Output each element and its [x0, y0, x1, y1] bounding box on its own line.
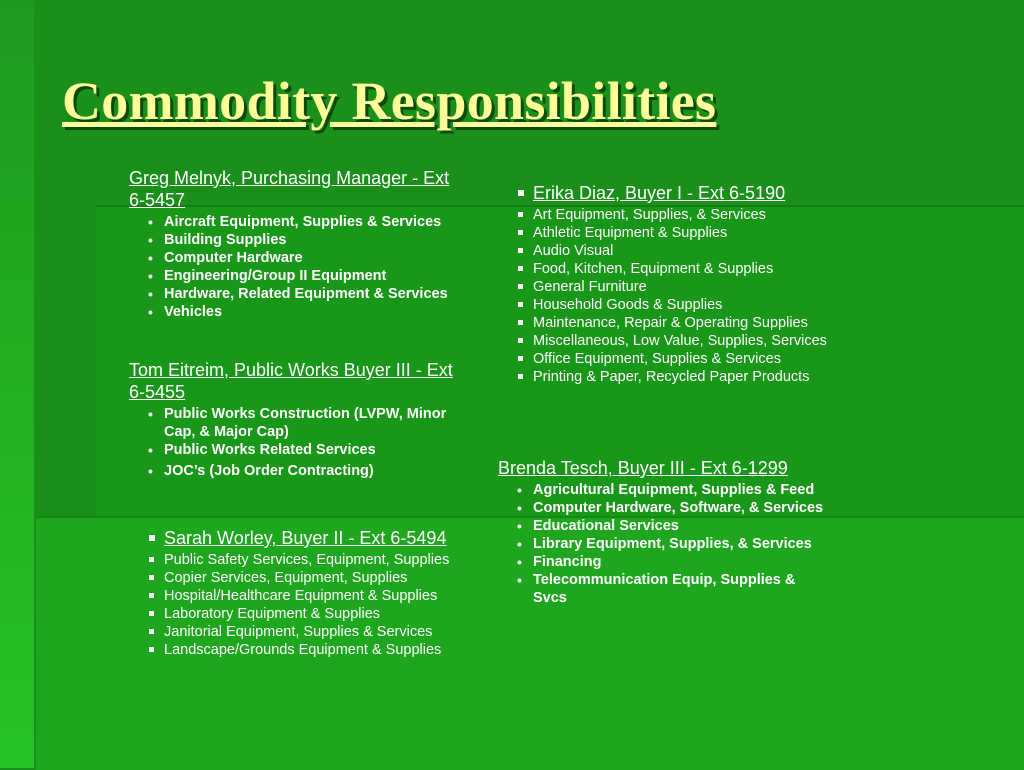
tom-list	[129, 405, 459, 480]
list-item: • Vehicles	[129, 303, 459, 321]
list-item: • Building Supplies	[129, 231, 459, 249]
tom-heading[interactable]: Tom Eitreim, Public Works Buyer III - Ext 6-5455	[129, 360, 453, 402]
list-item: • Hardware, Related Equipment & Services	[129, 285, 459, 303]
brenda-heading[interactable]: Brenda Tesch, Buyer III - Ext 6-1299	[498, 458, 788, 478]
list-item: • JOC’s (Job Order Contracting)	[129, 462, 459, 480]
list-item: Public Safety Services, Equipment, Supplies	[129, 551, 469, 569]
greg-heading[interactable]: Greg Melnyk, Purchasing Manager - Ext 6-5457	[129, 168, 450, 210]
list-item: Copier Services, Equipment, Supplies	[129, 569, 469, 587]
list-item: Miscellaneous, Low Value, Supplies, Services	[498, 332, 843, 350]
erika-block	[498, 182, 843, 386]
erika-heading[interactable]: Erika Diaz, Buyer I - Ext 6-5190	[498, 182, 843, 204]
list-item: Printing & Paper, Recycled Paper Products	[498, 368, 843, 386]
list-item: • Engineering/Group II Equipment	[129, 267, 459, 285]
slide-title: Commodity Responsibilities	[62, 71, 717, 131]
list-item: • Computer Hardware	[129, 249, 459, 267]
sarah-block	[129, 527, 469, 659]
list-item: • Telecommunication Equip, Supplies & Svcs	[498, 571, 828, 607]
tom-block	[129, 359, 459, 480]
list-item: • Public Works Construction (LVPW, Minor Cap, & Major Cap)	[129, 405, 459, 441]
background-left-strip	[0, 0, 34, 768]
list-item: Laboratory Equipment & Supplies	[129, 605, 469, 623]
list-item: General Furniture	[498, 278, 843, 296]
list-item: • Computer Hardware, Software, & Services	[498, 499, 828, 517]
list-item: Office Equipment, Supplies & Services	[498, 350, 843, 368]
list-item: • Library Equipment, Supplies, & Services	[498, 535, 828, 553]
list-item: Food, Kitchen, Equipment & Supplies	[498, 260, 843, 278]
list-item: Landscape/Grounds Equipment & Supplies	[129, 641, 469, 659]
list-item: • Agricultural Equipment, Supplies & Feed	[498, 481, 828, 499]
list-item: Art Equipment, Supplies, & Services	[498, 206, 843, 224]
sarah-heading[interactable]: Sarah Worley, Buyer II - Ext 6-5494	[129, 527, 469, 549]
list-item: Audio Visual	[498, 242, 843, 260]
greg-list	[129, 213, 459, 321]
list-item: • Financing	[498, 553, 828, 571]
list-item: • Public Works Related Services	[129, 441, 459, 459]
list-item: • Aircraft Equipment, Supplies & Services	[129, 213, 459, 231]
brenda-list	[498, 481, 828, 607]
brenda-block	[498, 457, 828, 607]
list-item: Janitorial Equipment, Supplies & Services	[129, 623, 469, 641]
sarah-list	[129, 551, 469, 659]
list-item: Athletic Equipment & Supplies	[498, 224, 843, 242]
erika-list	[498, 206, 843, 386]
greg-block	[129, 167, 459, 321]
list-item: Maintenance, Repair & Operating Supplies	[498, 314, 843, 332]
list-item: • Educational Services	[498, 517, 828, 535]
list-item: Hospital/Healthcare Equipment & Supplies	[129, 587, 469, 605]
list-item: Household Goods & Supplies	[498, 296, 843, 314]
